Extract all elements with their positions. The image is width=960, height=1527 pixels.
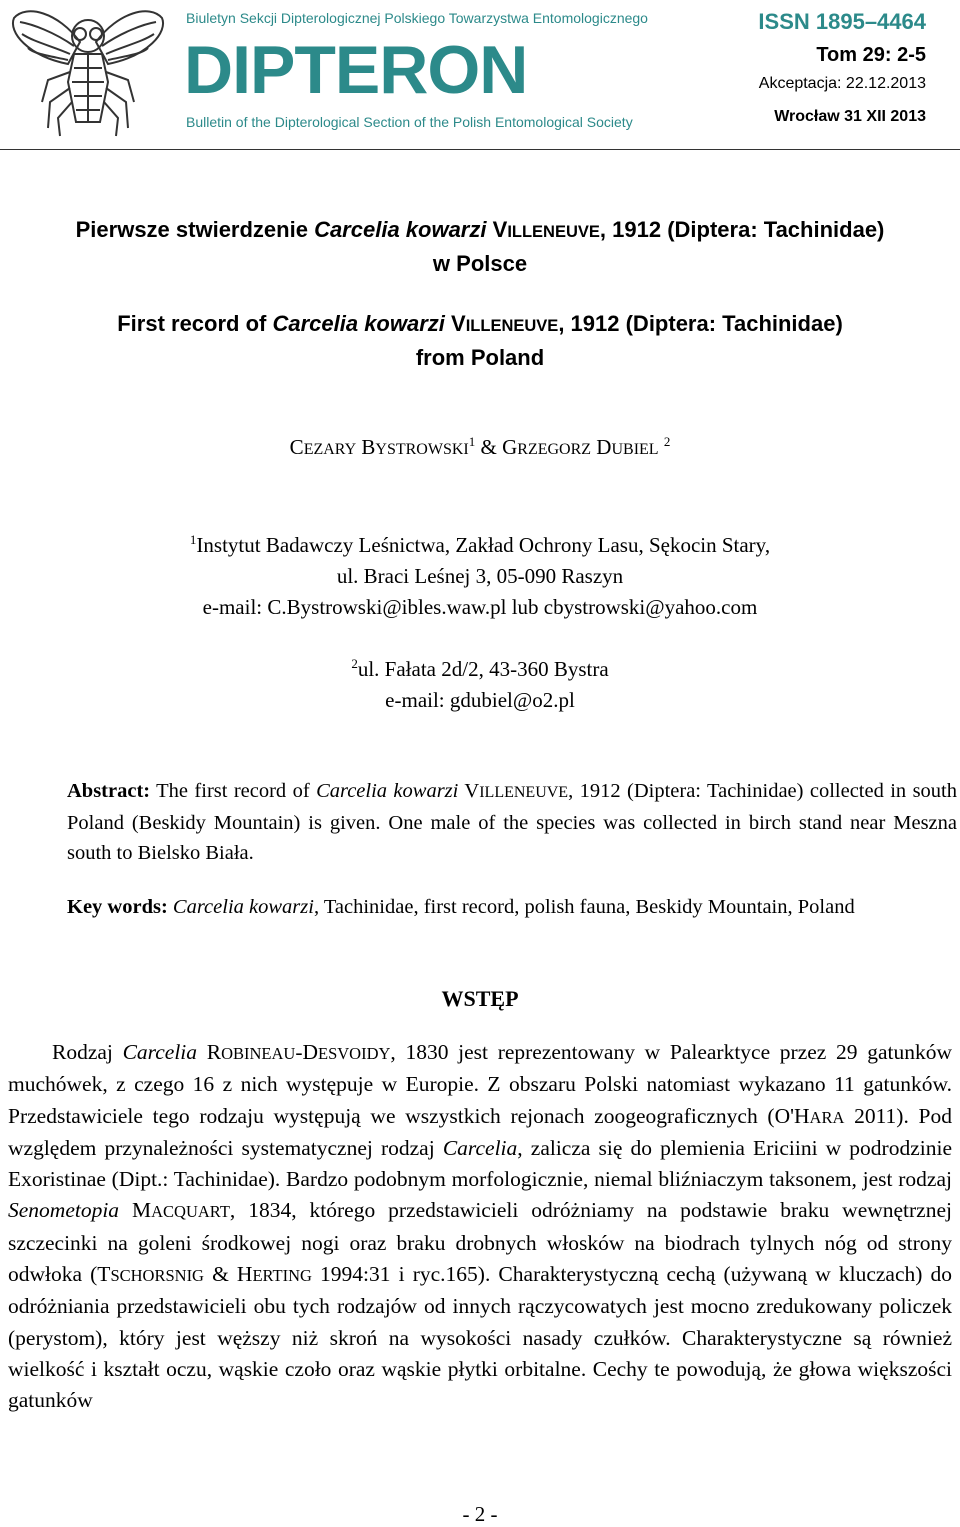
- publication-place-date: Wrocław 31 XII 2013: [774, 108, 926, 125]
- issn: ISSN 1895–4464: [758, 9, 926, 34]
- section-heading: WSTĘP: [441, 986, 519, 1011]
- acceptance-date: Akceptacja: 22.12.2013: [758, 75, 926, 92]
- affiliation-2: $^2$ul. Fałata 2d/2, 43-360 Bystra e-mail: gdubiel@o2.pl: [0, 648, 960, 716]
- abstract: Abstract: The first record of Carcelia kowarzi VILLENEUVE, 1912 (Diptera: Tachinidae) collected in south Poland (Beskidy Mountain) is given. One male of the species was collected in birch stand near Meszna south to Bielsko Biała.: [67, 780, 958, 864]
- journal-header: [0, 0, 960, 150]
- keywords-label: Key words:: [67, 896, 168, 918]
- page-number: - 2 -: [462, 1502, 498, 1526]
- bulletin-english-title: Bulletin of the Dipterological Section of the Polish Entomological Society: [186, 114, 633, 130]
- email-1: e-mail: C.Bystrowski@ibles.waw.pl lub cbystrowski@yahoo.com: [202, 595, 758, 619]
- article-title-english: First record of Carcelia kowarzi VILLENEUVE, 1912 (Diptera: Tachinidae) from Poland: [117, 311, 843, 370]
- article-title-polish: Pierwsze stwierdzenie Carcelia kowarzi VILLENEUVE, 1912 (Diptera: Tachinidae) w Polsce: [75, 217, 885, 276]
- author-list: CEZARY BYSTROWSKI$^1$ & GRZEGORZ DUBIEL $^2$: [289, 434, 671, 459]
- header-divider: [0, 149, 960, 150]
- bulletin-polish-title: Biuletyn Sekcji Dipterologicznej Polskiego Towarzystwa Entomologicznego: [186, 10, 648, 26]
- email-2: e-mail: gdubiel@o2.pl: [385, 688, 575, 712]
- species-name: Carcelia kowarzi: [314, 217, 487, 242]
- body-paragraph: Rodzaj Carcelia ROBINEAU-DESVOIDY, 1830 jest reprezentowany w Palearktyce przez 29 gatunków muchówek, z czego 16 z nich występuje w Europie. Z obszaru Polski natomiast wykazano 11 gatunków. Przedstawiciele tego rodzaju występują we wszystkich rejonach zoogeograficznych (O'HARA 2011). Pod względem przynależności systematycznej rodzaj Carcelia, zalicza się do plemienia Ericiini w podrodzinie Exoristinae (Dipt.: Tachinidae). Bardzo podobnym morfologicznie, niemal bliźniaczym taksonem, jest rodzaj Senometopia MACQUART, 1834, którego przedstawicieli odróżniamy na podstawie braku wewnętrznej szczecinki na goleni środkowej nogi oraz braku drobnych włosków na biodrach tylnych nóg od strony odwłoka (TSCHORSNIG & HERTING 1994:31 i ryc.165). Charakterystyczną cechą (używaną w kluczach) do odróżniania przedstawicieli obu tych rodzajów od innych rączycowatych jest mocno zredukowany policzek (perystom), który jest węższy niż skroń na wysokości nasady czułków. Charakterystyczne są również wielkość i kształt oczu, wąskie czoło oraz wąskie płytki orbitalne. Cechy te powodują, że głowa większości gatunków: [8, 1040, 953, 1413]
- keywords: Key words: Carcelia kowarzi, Tachinidae, first record, polish fauna, Beskidy Mountain, Poland: [67, 896, 855, 918]
- volume: Tom 29: 2-5: [816, 44, 926, 66]
- species-name: Carcelia kowarzi: [272, 311, 445, 336]
- fly-logo-icon: [8, 2, 168, 138]
- journal-name: DIPTERON: [184, 32, 528, 108]
- affiliation-1: $^1$Instytut Badawczy Leśnictwa, Zakład Ochrony Lasu, Sękocin Stary, ul. Braci Leśnej 3, 05-090 Raszyn e-mail: C.Bystrowski@ibles.waw.pl lub cbystrowski@yahoo.com: [0, 524, 960, 623]
- abstract-label: Abstract:: [67, 780, 151, 802]
